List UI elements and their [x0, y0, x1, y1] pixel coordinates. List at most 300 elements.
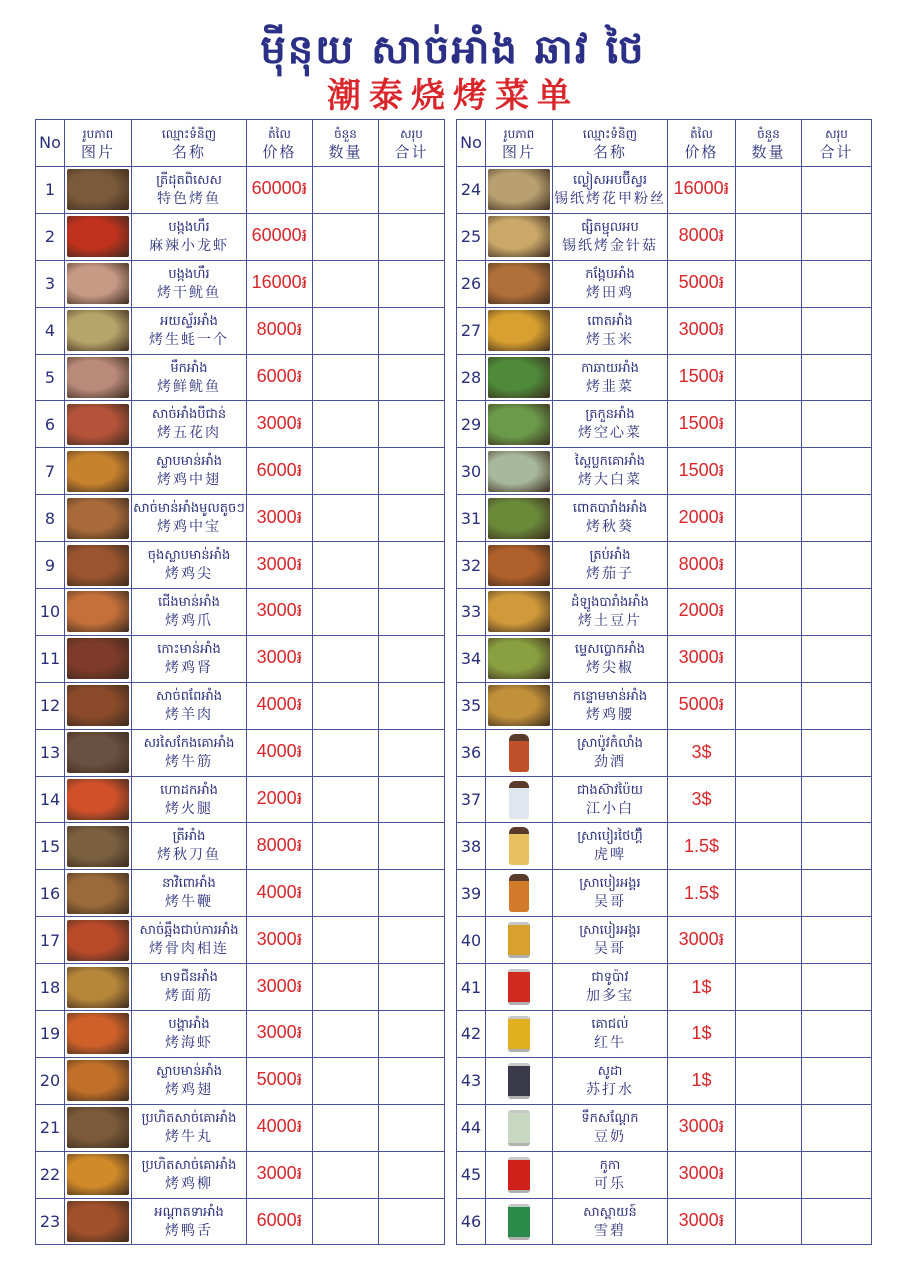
item-quantity-cell[interactable] [736, 917, 802, 964]
item-name-chinese: 烤田鸡 [586, 284, 634, 301]
menu-title-chinese: 潮泰烧烤菜单 [327, 76, 579, 116]
item-name-chinese: 特色烤鱼 [157, 190, 221, 207]
item-quantity-cell[interactable] [736, 1151, 802, 1198]
item-total-cell[interactable] [802, 1011, 872, 1058]
item-name-khmer: កូកា [599, 1157, 621, 1173]
menu-row [457, 1198, 872, 1245]
item-total-cell[interactable] [802, 354, 872, 401]
item-total-cell[interactable] [802, 260, 872, 307]
item-name-chinese: 烤韭菜 [586, 378, 634, 395]
item-number: 11 [36, 635, 65, 682]
item-total-cell[interactable] [379, 1057, 445, 1104]
menu-row [36, 1104, 445, 1151]
item-name-chinese: 吴哥 [594, 941, 626, 958]
item-quantity-cell[interactable] [313, 1151, 379, 1198]
item-name-chinese: 烤空心菜 [578, 425, 642, 442]
item-price: 3000៛ [247, 964, 313, 1011]
item-price: 60000៛ [247, 213, 313, 260]
item-name [132, 307, 247, 354]
frog-photo [488, 263, 550, 304]
item-quantity-cell[interactable] [736, 401, 802, 448]
item-photo-cell [65, 1057, 132, 1104]
item-name-chinese: 烤五花肉 [157, 425, 221, 442]
item-name [553, 448, 668, 495]
item-quantity-cell[interactable] [313, 354, 379, 401]
item-name-khmer: ផ្សិតម្ជុលអប [581, 219, 639, 235]
item-photo-cell [65, 213, 132, 260]
item-name-chinese: 烤尖椒 [586, 659, 634, 676]
item-total-cell[interactable] [379, 401, 445, 448]
item-quantity-cell[interactable] [736, 729, 802, 776]
item-name-chinese: 烤茄子 [586, 566, 634, 583]
item-quantity-cell[interactable] [313, 213, 379, 260]
header-photo [65, 120, 132, 167]
eggplant-photo [488, 545, 550, 586]
item-number: 41 [457, 964, 486, 1011]
menu-row [36, 870, 445, 917]
item-quantity-cell[interactable] [313, 307, 379, 354]
item-number: 28 [457, 354, 486, 401]
menu-row [36, 354, 445, 401]
item-photo-cell [65, 870, 132, 917]
header-photo [486, 120, 553, 167]
oyster-photo [67, 310, 129, 351]
item-total-cell[interactable] [802, 729, 872, 776]
item-photo-cell [65, 1011, 132, 1058]
item-number: 12 [36, 682, 65, 729]
item-quantity-cell[interactable] [313, 542, 379, 589]
item-photo-cell [486, 448, 553, 495]
item-total-cell[interactable] [379, 448, 445, 495]
sprite-can-icon [508, 1204, 530, 1240]
item-total-cell[interactable] [802, 589, 872, 636]
menu-row [457, 1104, 872, 1151]
item-quantity-cell[interactable] [313, 776, 379, 823]
menu-row [36, 1011, 445, 1058]
item-photo-cell [486, 401, 553, 448]
item-number: 31 [457, 495, 486, 542]
item-name [553, 260, 668, 307]
item-number: 2 [36, 213, 65, 260]
baijiu-bottle-icon [509, 781, 529, 819]
item-quantity-cell[interactable] [736, 776, 802, 823]
item-total-cell[interactable] [802, 495, 872, 542]
item-price: 5000៛ [668, 260, 736, 307]
header-name [553, 120, 668, 167]
item-number: 40 [457, 917, 486, 964]
water-spinach-photo [488, 404, 550, 445]
header-no: No [457, 120, 486, 167]
item-quantity-cell[interactable] [313, 729, 379, 776]
item-quantity-cell[interactable] [313, 1104, 379, 1151]
item-name [132, 823, 247, 870]
item-name-khmer: ត្រីដុតពិសេស [156, 172, 222, 188]
item-quantity-cell[interactable] [736, 167, 802, 214]
item-name-chinese: 吴哥 [594, 894, 626, 911]
menu-row [36, 682, 445, 729]
item-name [132, 167, 247, 214]
item-total-cell[interactable] [379, 1011, 445, 1058]
item-total-cell[interactable] [802, 964, 872, 1011]
item-photo-cell [486, 307, 553, 354]
item-name-chinese: 烤秋葵 [586, 519, 634, 536]
item-price: 3000៛ [247, 917, 313, 964]
item-quantity-cell[interactable] [313, 1057, 379, 1104]
item-total-cell[interactable] [379, 823, 445, 870]
item-name [132, 682, 247, 729]
chicken-wing-photo [67, 451, 129, 492]
soda-can-icon [508, 1063, 530, 1099]
menu-row [457, 307, 872, 354]
item-total-cell[interactable] [379, 729, 445, 776]
item-name-chinese: 麻辣小龙虾 [149, 237, 229, 254]
item-name-khmer: ជើងមាន់អាំង [158, 594, 220, 610]
item-total-cell[interactable] [802, 307, 872, 354]
item-total-cell[interactable] [379, 307, 445, 354]
item-photo-cell [65, 729, 132, 776]
item-total-cell[interactable] [802, 1151, 872, 1198]
item-quantity-cell[interactable] [736, 1057, 802, 1104]
item-quantity-cell[interactable] [736, 213, 802, 260]
item-price: 16000៛ [247, 260, 313, 307]
menu-row [457, 870, 872, 917]
item-total-cell[interactable] [379, 1198, 445, 1245]
item-total-cell[interactable] [802, 823, 872, 870]
item-quantity-cell[interactable] [313, 260, 379, 307]
sausage-photo [67, 779, 129, 820]
menu-row [457, 401, 872, 448]
item-quantity-cell[interactable] [736, 1198, 802, 1245]
item-total-cell[interactable] [379, 260, 445, 307]
item-photo-cell [65, 307, 132, 354]
item-photo-cell [65, 401, 132, 448]
item-price: 3000៛ [247, 542, 313, 589]
item-name-chinese: 雪碧 [594, 1222, 626, 1239]
item-name-khmer: មាទជីនអាំង [160, 970, 218, 986]
item-price: 2000៛ [668, 495, 736, 542]
header-price [668, 120, 736, 167]
item-quantity-cell[interactable] [313, 448, 379, 495]
item-number: 25 [457, 213, 486, 260]
item-number: 43 [457, 1057, 486, 1104]
item-name [132, 213, 247, 260]
item-number: 8 [36, 495, 65, 542]
item-name-chinese: 烤面筋 [165, 988, 213, 1005]
item-name-chinese: 劲酒 [594, 753, 626, 770]
item-price: 3000៛ [247, 1151, 313, 1198]
item-total-cell[interactable] [379, 213, 445, 260]
item-total-cell[interactable] [379, 964, 445, 1011]
header-qty-kh: ចំនួន [334, 127, 357, 141]
grilled-meat-photo [67, 873, 129, 914]
menu-row [457, 1151, 872, 1198]
item-quantity-cell[interactable] [313, 917, 379, 964]
item-name-chinese: 烤鸡尖 [165, 566, 213, 583]
menu-row [36, 1057, 445, 1104]
item-photo-cell [65, 1151, 132, 1198]
item-total-cell[interactable] [379, 1151, 445, 1198]
item-name [553, 401, 668, 448]
item-name-khmer: បង្កងហឹរ [168, 266, 210, 282]
menu-table-right [456, 119, 872, 1245]
item-total-cell[interactable] [379, 542, 445, 589]
item-quantity-cell[interactable] [736, 495, 802, 542]
item-number: 45 [457, 1151, 486, 1198]
header-photo-kh: រូបភាព [503, 127, 535, 141]
header-price-cn: 价格 [262, 143, 297, 161]
item-quantity-cell[interactable] [736, 589, 802, 636]
header-name-cn: 名称 [592, 143, 627, 161]
menu-row [457, 354, 872, 401]
item-total-cell[interactable] [379, 917, 445, 964]
pepper-photo [488, 638, 550, 679]
menu-row [457, 823, 872, 870]
item-name [553, 917, 668, 964]
menu-row [36, 917, 445, 964]
item-total-cell[interactable] [802, 542, 872, 589]
header-price-kh: តំលៃ [268, 127, 291, 141]
item-total-cell[interactable] [379, 776, 445, 823]
menu-row [457, 589, 872, 636]
item-quantity-cell[interactable] [313, 167, 379, 214]
item-quantity-cell[interactable] [736, 823, 802, 870]
item-price: 1500៛ [668, 354, 736, 401]
header-total-kh: សរុប [825, 127, 848, 141]
item-name [132, 1198, 247, 1245]
item-name [132, 964, 247, 1011]
header-total [379, 120, 445, 167]
item-quantity-cell[interactable] [313, 1011, 379, 1058]
item-number: 22 [36, 1151, 65, 1198]
item-total-cell[interactable] [802, 167, 872, 214]
item-name-khmer: សាច់មាន់អាំងមូលតូចៗ [133, 501, 245, 517]
item-total-cell[interactable] [802, 635, 872, 682]
chicken-strip-photo [67, 1154, 129, 1195]
item-price: 4000៛ [247, 729, 313, 776]
menu-row [36, 823, 445, 870]
item-name [553, 542, 668, 589]
item-photo-cell [486, 823, 553, 870]
item-total-cell[interactable] [379, 682, 445, 729]
item-name-khmer: សាច់អាំងបីជាន់ [151, 407, 227, 423]
item-total-cell[interactable] [802, 1057, 872, 1104]
item-name-khmer: ល្ងៀសអបប៊ីស្វរ [572, 172, 647, 188]
menu-row [36, 635, 445, 682]
item-name [553, 870, 668, 917]
item-total-cell[interactable] [802, 682, 872, 729]
item-name-khmer: ជាទូប៉ាវ [591, 970, 629, 986]
item-name-chinese: 烤牛丸 [165, 1128, 213, 1145]
item-total-cell[interactable] [379, 1104, 445, 1151]
item-quantity-cell[interactable] [313, 823, 379, 870]
item-total-cell[interactable] [379, 589, 445, 636]
item-name-chinese: 烤鸡中宝 [157, 519, 221, 536]
item-photo-cell [65, 776, 132, 823]
item-name [132, 1151, 247, 1198]
item-number: 21 [36, 1104, 65, 1151]
item-total-cell[interactable] [379, 495, 445, 542]
item-number: 38 [457, 823, 486, 870]
item-photo-cell [486, 635, 553, 682]
item-name-khmer: ពោតបារាំងអាំង [572, 501, 648, 517]
item-total-cell[interactable] [802, 1198, 872, 1245]
item-photo-cell [486, 1057, 553, 1104]
item-photo-cell [65, 682, 132, 729]
item-number: 34 [457, 635, 486, 682]
menu-row [457, 729, 872, 776]
item-name-khmer: ស្ពៃប្លកគោអាំង [574, 454, 646, 470]
item-number: 35 [457, 682, 486, 729]
header-total-kh: សរុប [400, 127, 423, 141]
item-quantity-cell[interactable] [313, 495, 379, 542]
item-name [553, 964, 668, 1011]
item-name [132, 260, 247, 307]
item-name-chinese: 可乐 [594, 1175, 626, 1192]
item-name-chinese: 烤牛筋 [165, 753, 213, 770]
item-quantity-cell[interactable] [736, 260, 802, 307]
item-photo-cell [486, 167, 553, 214]
header-name [132, 120, 247, 167]
item-quantity-cell[interactable] [736, 635, 802, 682]
menu-row [36, 213, 445, 260]
menu-body-left [36, 167, 445, 1245]
item-name-chinese: 烤鸡腰 [586, 706, 634, 723]
item-name-khmer: ស្រាបៀរអង្គរ [579, 923, 641, 939]
item-price: 3000៛ [247, 401, 313, 448]
item-price: 8000៛ [247, 307, 313, 354]
item-name-khmer: ស្លាបមាន់អាំង [155, 454, 222, 470]
item-quantity-cell[interactable] [313, 682, 379, 729]
item-price: 1$ [668, 1057, 736, 1104]
item-name [132, 354, 247, 401]
item-price: 16000៛ [668, 167, 736, 214]
red-bull-can-icon [508, 1016, 530, 1052]
item-name [553, 729, 668, 776]
item-quantity-cell[interactable] [736, 964, 802, 1011]
item-quantity-cell[interactable] [736, 870, 802, 917]
menu-row [36, 448, 445, 495]
item-total-cell[interactable] [802, 917, 872, 964]
item-name-khmer: សាច់ឆ្អឹងជាប់ការអាំង [139, 923, 239, 939]
chicken-feet-photo [67, 591, 129, 632]
item-photo-cell [65, 823, 132, 870]
item-quantity-cell[interactable] [736, 354, 802, 401]
item-number: 24 [457, 167, 486, 214]
item-total-cell[interactable] [802, 1104, 872, 1151]
menu-row [457, 167, 872, 214]
item-quantity-cell[interactable] [736, 542, 802, 589]
item-name-chinese: 烤鸡中翅 [157, 472, 221, 489]
item-name [553, 589, 668, 636]
item-total-cell[interactable] [802, 401, 872, 448]
item-total-cell[interactable] [802, 448, 872, 495]
item-total-cell[interactable] [379, 354, 445, 401]
item-name [132, 917, 247, 964]
item-name-khmer: កាឆាយអាំង [581, 360, 639, 376]
menu-row [36, 776, 445, 823]
item-quantity-cell[interactable] [313, 401, 379, 448]
item-name [132, 729, 247, 776]
chicken-wing-photo [67, 1060, 129, 1101]
header-total [802, 120, 872, 167]
item-number: 26 [457, 260, 486, 307]
item-number: 17 [36, 917, 65, 964]
menu-row [457, 1057, 872, 1104]
item-name-chinese: 锡纸烤花甲粉丝 [554, 190, 666, 207]
item-price: 3000៛ [668, 1104, 736, 1151]
item-total-cell[interactable] [379, 870, 445, 917]
item-name [553, 635, 668, 682]
item-photo-cell [486, 917, 553, 964]
item-quantity-cell[interactable] [313, 589, 379, 636]
item-total-cell[interactable] [802, 776, 872, 823]
item-name-khmer: ម្ទេសប្លោកអាំង [574, 641, 646, 657]
squid-photo [67, 357, 129, 398]
item-total-cell[interactable] [379, 167, 445, 214]
item-price: 8000៛ [247, 823, 313, 870]
item-price: 2000៛ [247, 776, 313, 823]
item-name-khmer: អយស្ទ័រអាំង [160, 313, 218, 329]
item-quantity-cell[interactable] [736, 448, 802, 495]
item-number: 32 [457, 542, 486, 589]
item-price: 3000៛ [668, 1198, 736, 1245]
item-photo-cell [486, 589, 553, 636]
item-number: 39 [457, 870, 486, 917]
item-quantity-cell[interactable] [736, 682, 802, 729]
item-total-cell[interactable] [802, 870, 872, 917]
item-price: 3000៛ [247, 635, 313, 682]
corn-photo [488, 310, 550, 351]
item-quantity-cell[interactable] [736, 1011, 802, 1058]
item-quantity-cell[interactable] [736, 307, 802, 354]
grilled-fish-photo [67, 169, 129, 210]
menu-row [457, 964, 872, 1011]
item-name-khmer: សូដា [597, 1063, 623, 1079]
menu-row [36, 1198, 445, 1245]
item-total-cell[interactable] [802, 213, 872, 260]
clam-foil-photo [488, 169, 550, 210]
item-quantity-cell[interactable] [313, 1198, 379, 1245]
jiaduobao-can-icon [508, 969, 530, 1005]
item-name [132, 495, 247, 542]
item-name-chinese: 江小白 [586, 800, 634, 817]
item-number: 42 [457, 1011, 486, 1058]
item-price: 4000៛ [247, 1104, 313, 1151]
menu-row [36, 1151, 445, 1198]
item-name-khmer: ស្លាបមាន់អាំង [155, 1063, 222, 1079]
menu-row [457, 213, 872, 260]
item-number: 37 [457, 776, 486, 823]
cabbage-photo [488, 451, 550, 492]
item-quantity-cell[interactable] [736, 1104, 802, 1151]
item-name-chinese: 烤鸡肾 [165, 659, 213, 676]
item-name-chinese: 烤牛鞭 [165, 894, 213, 911]
item-quantity-cell[interactable] [313, 635, 379, 682]
menu-row [457, 917, 872, 964]
item-total-cell[interactable] [379, 635, 445, 682]
header-no: No [36, 120, 65, 167]
item-quantity-cell[interactable] [313, 964, 379, 1011]
item-number: 1 [36, 167, 65, 214]
header-total-cn: 合计 [819, 143, 854, 161]
angkor-can-icon [508, 922, 530, 958]
menu-row [457, 682, 872, 729]
menu-row [36, 401, 445, 448]
item-photo-cell [486, 354, 553, 401]
item-quantity-cell[interactable] [313, 870, 379, 917]
header-name-kh: ឈ្មោះទំនិញ [161, 127, 217, 141]
item-photo-cell [486, 213, 553, 260]
